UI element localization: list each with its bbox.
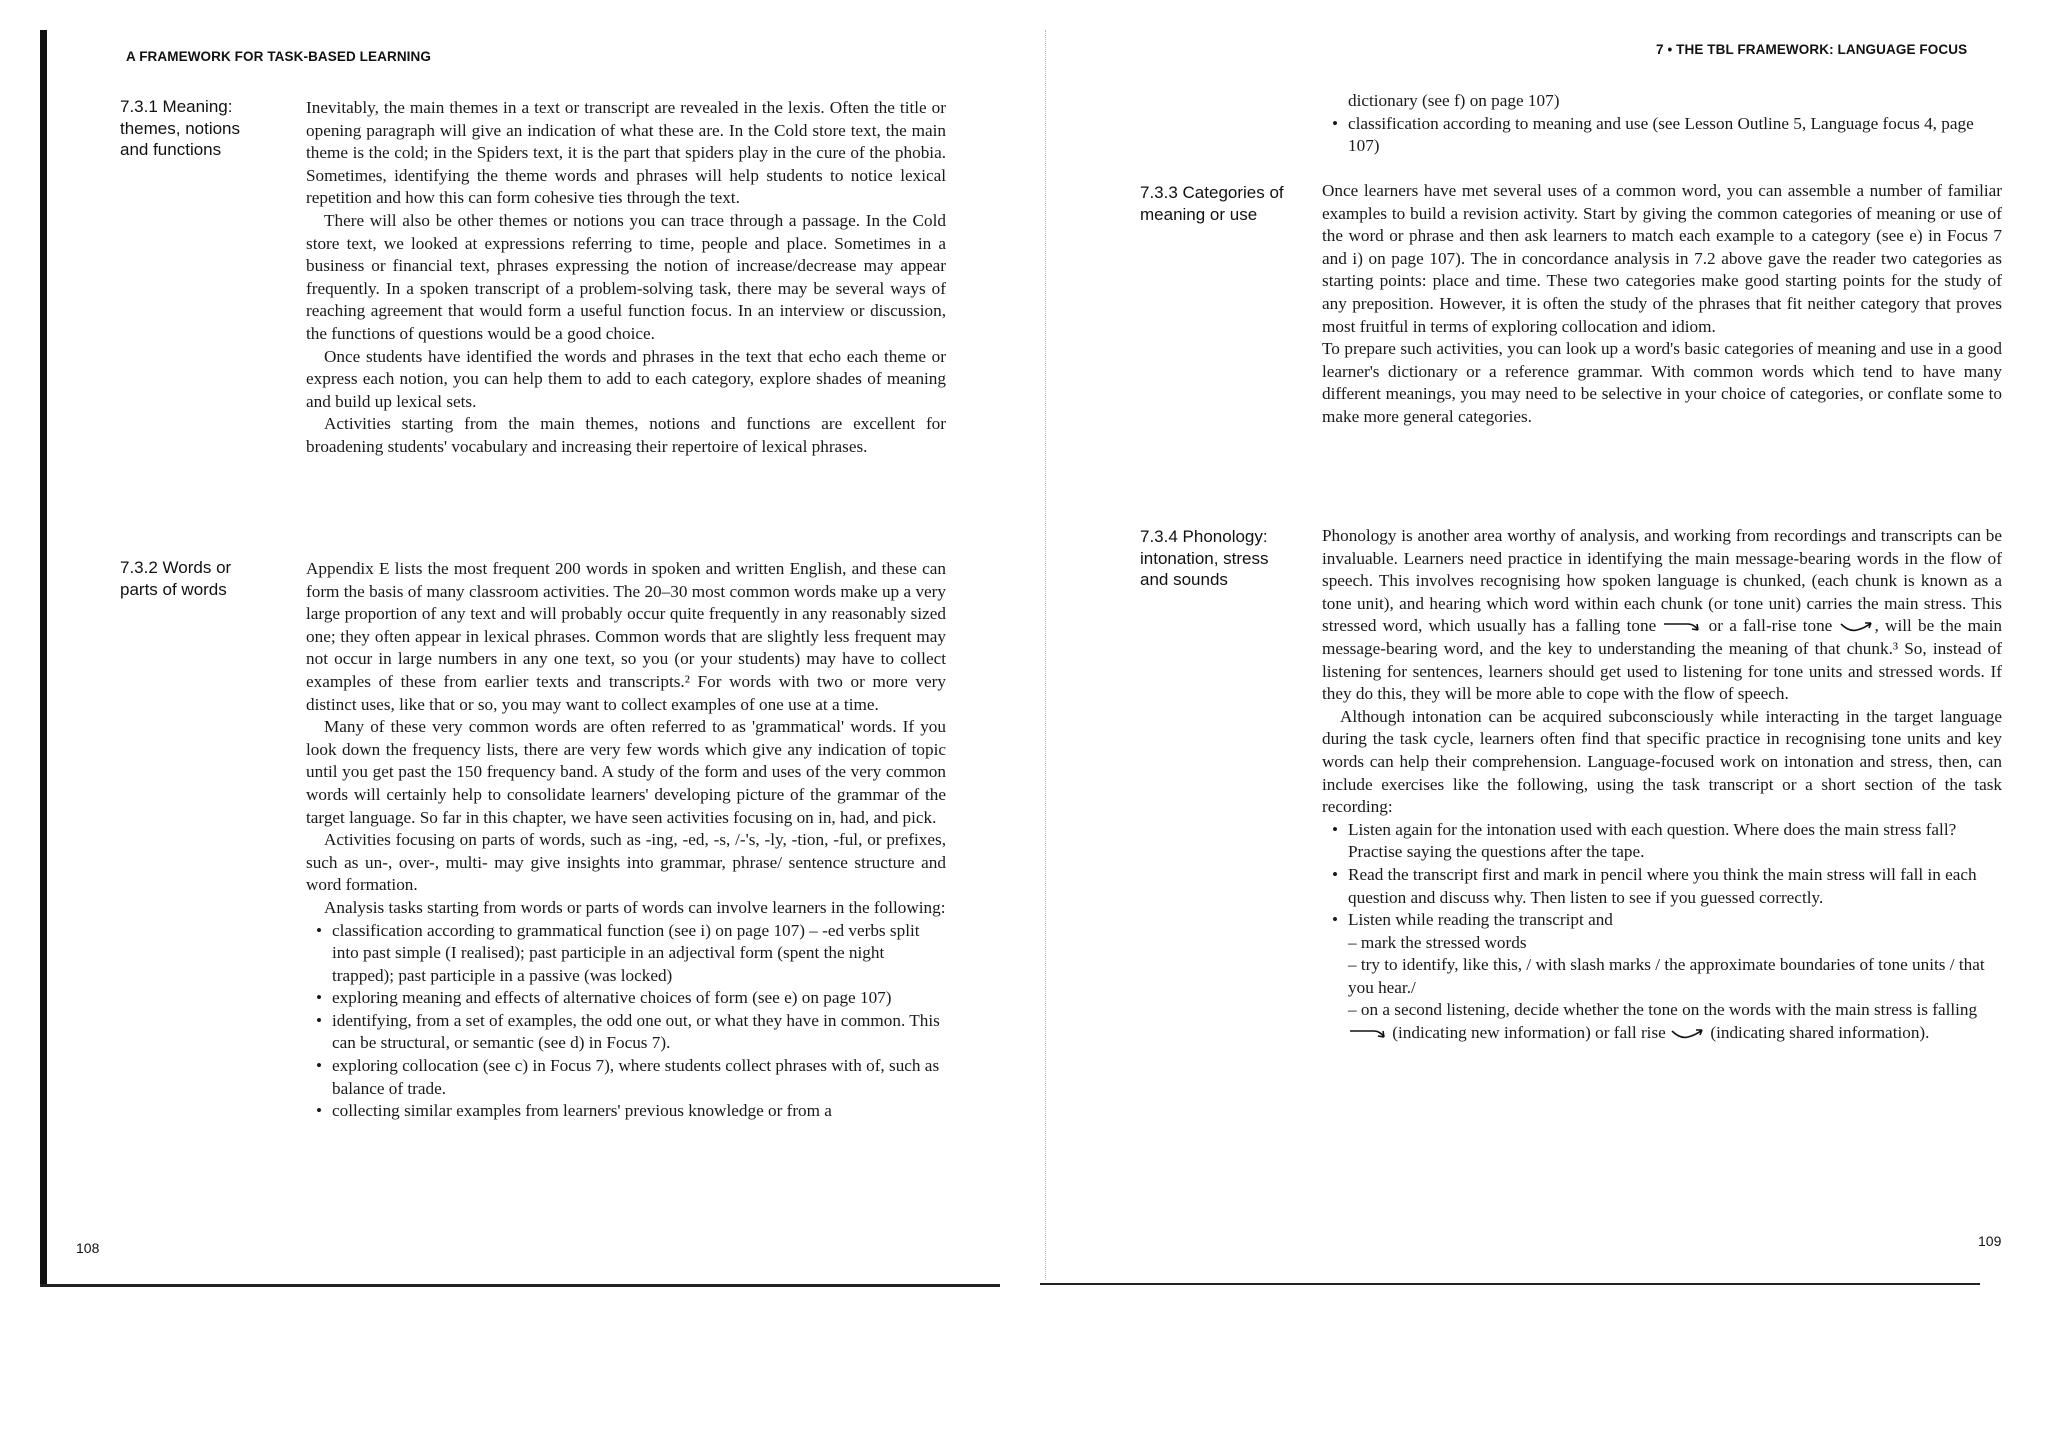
section-heading-7-3-3: 7.3.3 Categories of meaning or use xyxy=(1140,183,1284,224)
paragraph: dictionary (see f) on page 107) xyxy=(1348,91,1560,110)
left-page xyxy=(0,0,1040,1300)
paragraph: Appendix E lists the most frequent 200 words in spoken and written English, and these can form the basis of many classroom activities. The 20–30 most common words make up a very large proportion of any text and will probably occur quite frequently in any reasonably sized one; they often appear in lexical phrases. Common words that are slightly less frequent may not occur in large numbers in any one text, so you (or your students) may have to collect examples of these from earlier texts and transcripts.² For words with two or more very distinct uses, like that or so, you may want to collect examples of one use at a time. xyxy=(306,559,946,714)
paragraph: Once students have identified the words and phrases in the text that echo each theme or express each notion, you can help them to add to each category, explore shades of meaning and build up lexical sets. xyxy=(306,346,946,411)
falling-tone-icon xyxy=(1348,1027,1388,1041)
page-number-right: 109 xyxy=(1978,1233,2002,1249)
paragraph: Analysis tasks starting from words or parts of words can involve learners in the following: xyxy=(324,897,946,917)
list-item: • exploring meaning and effects of alternative choices of form (see e) on page 107) xyxy=(306,987,946,1010)
bullet-list xyxy=(1322,819,2002,1045)
section-heading-7-3-4: 7.3.4 Phonology: intonation, stress and sounds xyxy=(1140,527,1269,589)
paragraph: Although intonation can be acquired subconsciously while interacting in the target language during the task cycle, learners often find that specific practice in recognising tone units and key words can help their comprehension. Language-focused work on intonation and stress, then, can include exercises like the following, using the task transcript or a short section of the task recording: xyxy=(1322,706,2002,817)
section-body-7-3-4 xyxy=(1322,525,2002,1045)
bottom-rule-right xyxy=(1040,1283,1980,1285)
bullet-list xyxy=(306,920,946,1123)
paragraph: Once learners have met several uses of a common word, you can assemble a number of familiar examples to build a revision activity. Start by giving the common categories of meaning or use of the word or phrase and then ask learners to match each example to a category (see e) in Focus 7 and i) on page 107). The in concordance analysis in 7.2 above gave the reader two categories as starting points: place and time. These two categories make good starting points for the study of any preposition. However, it is often the study of the phrases that fit neither category that proves most fruitful in terms of exploring collocation and idiom. xyxy=(1322,181,2002,336)
paragraph: Phonology is another area worthy of analysis, and working from recordings and transcripts can be invaluable. Learners need practice in identifying the main message-bearing words in the flow of speech. This involves recognising how spoken language is chunked, (each chunk is known as a tone unit), and hearing which word within each chunk (or tone unit) carries the main stress. This stressed word, which usually has a falling tone or a fall-rise tone , will be the main message-bearing word, and the key to understanding the meaning of that chunk.³ So, instead of listening for sentences, learners should get used to listening for tone units and stressed words. If they do this, they will be more able to cope with the flow of speech. xyxy=(1322,526,2003,704)
section-body-7-3-3 xyxy=(1322,180,2002,429)
binding-edge-bar xyxy=(40,30,47,1285)
paragraph: There will also be other themes or notions you can trace through a passage. In the Cold store text, we looked at expressions referring to time, people and place. Sometimes in a business or financial text, phrases expressing the notion of increase/decrease may appear frequently. In a spoken transcript of a problem-solving task, there may be several ways of reaching agreement that would form a useful function focus. In an interview or discussion, the functions of questions would be a good choice. xyxy=(306,210,946,343)
running-head-right: 7 • THE TBL FRAMEWORK: LANGUAGE FOCUS xyxy=(1656,42,1968,57)
paragraph: Many of these very common words are often referred to as 'grammatical' words. If you look down the frequency lists, there are very few words which give any indication of topic until you get past the 150 frequency band. A study of the form and uses of the very common words will certainly help to consolidate learners' developing picture of the grammar of the target language. So far in this chapter, we have seen activities focusing on in, had, and pick. xyxy=(306,717,946,827)
section-body-7-3-2 xyxy=(306,558,946,1123)
list-item: • classification according to meaning and use (see Lesson Outline 5, Language focus 4, page 107) xyxy=(1322,113,2002,158)
list-item: • collecting similar examples from learners' previous knowledge or from a xyxy=(306,1100,946,1123)
running-head-left: A FRAMEWORK FOR TASK-BASED LEARNING xyxy=(126,49,431,64)
paragraph: Activities focusing on parts of words, such as -ing, -ed, -s, /-'s, -ly, -tion, -ful, or prefixes, such as un-, over-, multi- may give insights into grammar, phrase/ sentence structure and word formation. xyxy=(306,830,946,895)
section-heading-7-3-1: 7.3.1 Meaning: themes, notions and functions xyxy=(120,97,241,159)
list-item: • classification according to grammatical function (see i) on page 107) – -ed verbs split into past simple (I realised); past participle in an adjectival form (spent the night trapped); past participle in a passive (was locked) xyxy=(306,920,946,988)
fall-rise-tone-icon xyxy=(1839,620,1875,634)
falling-tone-icon xyxy=(1662,620,1702,634)
paragraph: To prepare such activities, you can look up a word's basic categories of meaning and use in a good learner's dictionary or a reference grammar. With common words which tend to have many different meanings, you may need to be selective in your choice of categories, or conflate some to make more general categories. xyxy=(1322,339,2002,426)
paragraph: Activities starting from the main themes, notions and functions are excellent for broadening students' vocabulary and increasing their repertoire of lexical phrases. xyxy=(306,414,946,456)
page-number-left: 108 xyxy=(76,1240,100,1256)
bullet-list xyxy=(1322,113,2002,158)
continued-text xyxy=(1322,90,2002,158)
list-item: • Listen again for the intonation used with each question. Where does the main stress fall? Practise saying the questions after the tape. xyxy=(1322,819,2002,864)
paragraph: Inevitably, the main themes in a text or transcript are revealed in the lexis. Often the title or opening paragraph will give an indication of what these are. In the Cold store text, the main theme is the cold; in the Spiders text, it is the part that spiders play in the cure of the phobia. Sometimes, identifying the theme words and phrases will help students to notice lexical repetition and how this can form cohesive ties through the text. xyxy=(306,98,946,208)
list-item: • Read the transcript first and mark in pencil where you think the main stress will fall in each question and discuss why. Then listen to see if you guessed correctly. xyxy=(1322,864,2002,909)
bottom-rule-left xyxy=(40,1284,1000,1287)
fall-rise-tone-icon xyxy=(1670,1027,1706,1041)
list-item: • exploring collocation (see c) in Focus 7), where students collect phrases with of, such as balance of trade. xyxy=(306,1055,946,1100)
section-body-7-3-1 xyxy=(306,97,946,459)
right-page xyxy=(1040,0,2048,1300)
section-heading-7-3-2: 7.3.2 Words or parts of words xyxy=(120,558,232,599)
sub-item: – on a second listening, decide whether the tone on the words with the main stress is falling (indicating new information) or fall rise (indicating shared information). xyxy=(1348,1000,1978,1043)
list-item: • Listen while reading the transcript and – mark the stressed words – try to identify, like this, / with slash marks / the approximate boundaries of tone units / that you hear./ – on a second listening, decide whether the tone on the words with the main stress is falling (indicating new information) or fall rise (indicating shared information). xyxy=(1322,909,2002,1045)
sub-item: – mark the stressed words xyxy=(1348,932,1527,952)
list-item: • identifying, from a set of examples, the odd one out, or what they have in common. This can be structural, or semantic (see d) in Focus 7). xyxy=(306,1010,946,1055)
sub-item: – try to identify, like this, / with slash marks / the approximate boundaries of tone units / that you hear./ xyxy=(1348,955,1985,997)
